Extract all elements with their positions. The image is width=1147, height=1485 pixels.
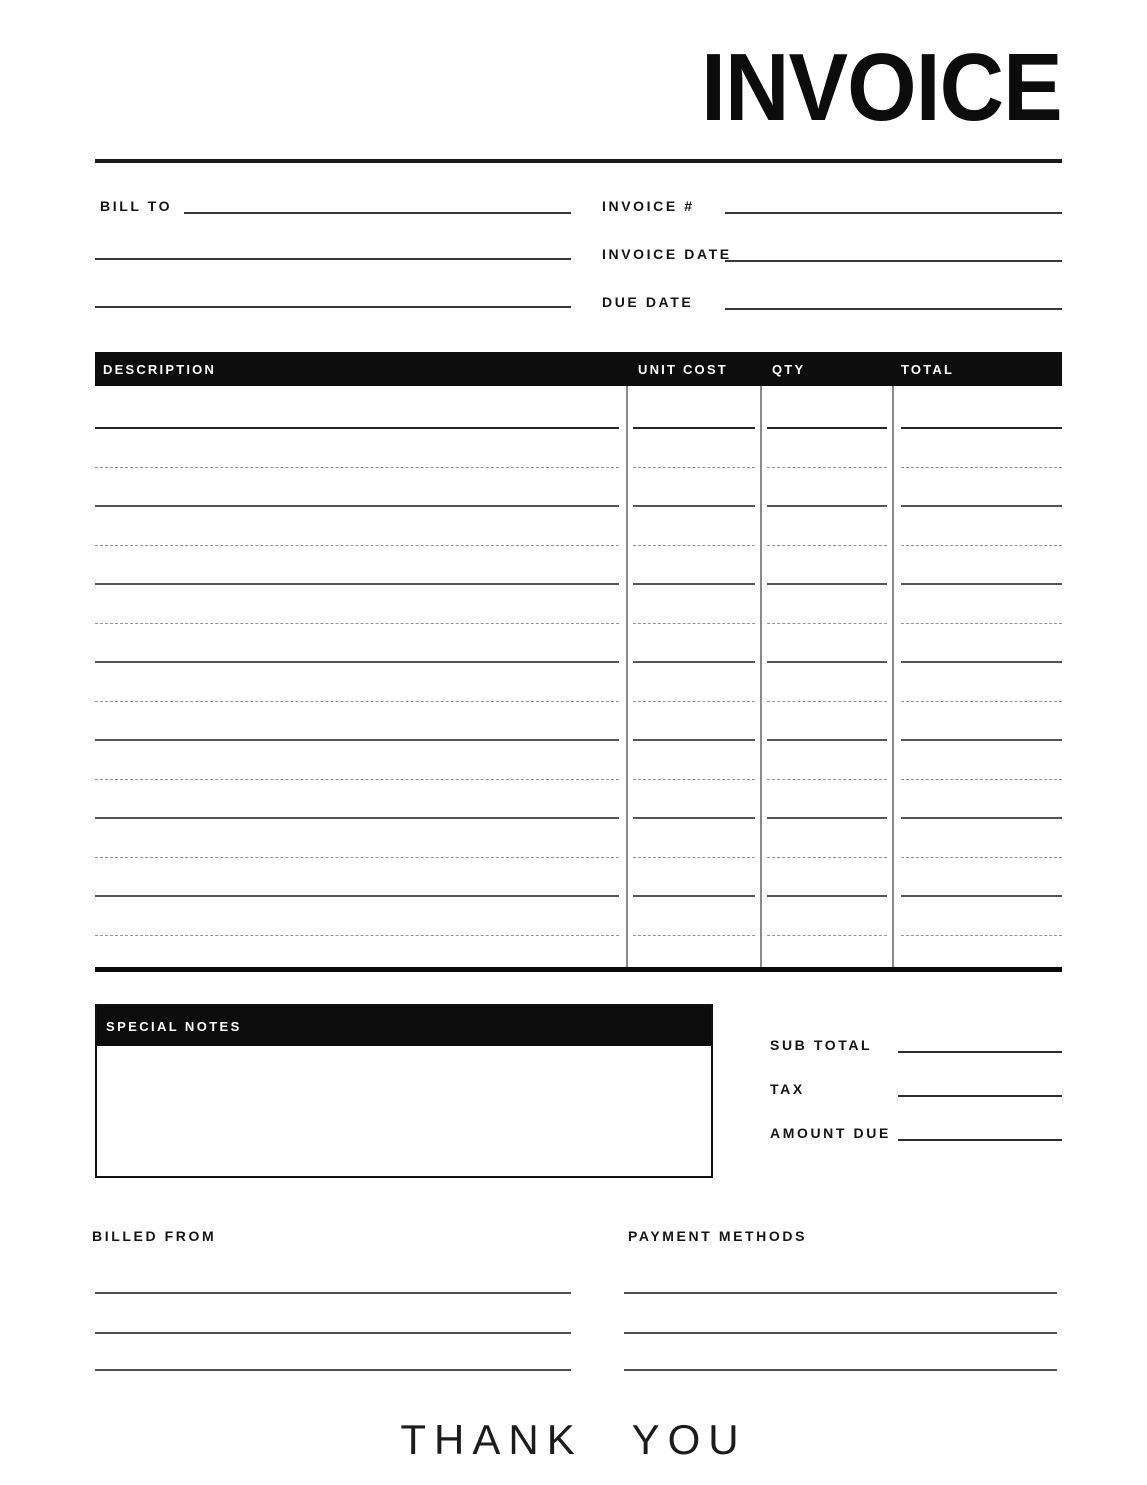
special-notes-header <box>97 1006 711 1046</box>
table-row <box>95 468 1062 507</box>
cell-qty <box>767 702 887 741</box>
cell-total <box>901 741 1062 780</box>
cell-qty <box>767 897 887 936</box>
sub-total-line <box>898 1031 1062 1053</box>
table-row <box>95 858 1062 897</box>
cell-qty <box>767 780 887 819</box>
bill-to-line <box>95 286 571 308</box>
cell-unit-cost <box>633 702 755 741</box>
items-table-body <box>95 386 1062 967</box>
thank-you-text: THANK YOU <box>400 1416 747 1463</box>
amount-due-label: AMOUNT DUE <box>770 1125 891 1141</box>
table-row <box>95 702 1062 741</box>
cell-total <box>901 624 1062 663</box>
cell-qty <box>767 585 887 624</box>
cell-qty <box>767 468 887 507</box>
cell-description <box>95 507 619 546</box>
billed-from-line <box>95 1369 571 1371</box>
payment-methods-line <box>624 1292 1057 1294</box>
column-header-total: TOTAL <box>901 361 955 377</box>
cell-total <box>901 386 1062 429</box>
billed-from-label: BILLED FROM <box>92 1228 217 1244</box>
items-table-header <box>95 352 1062 386</box>
table-row <box>95 429 1062 468</box>
amount-due-line <box>898 1119 1062 1141</box>
cell-qty <box>767 507 887 546</box>
cell-total <box>901 897 1062 936</box>
cell-qty <box>767 858 887 897</box>
cell-qty <box>767 546 887 585</box>
payment-methods-label: PAYMENT METHODS <box>628 1228 808 1244</box>
cell-description <box>95 663 619 702</box>
cell-unit-cost <box>633 585 755 624</box>
cell-description <box>95 546 619 585</box>
cell-total <box>901 546 1062 585</box>
cell-total <box>901 819 1062 858</box>
column-separator <box>760 386 762 967</box>
cell-total <box>901 858 1062 897</box>
column-separator <box>626 386 628 967</box>
due-date-label: DUE DATE <box>602 294 694 310</box>
cell-qty <box>767 741 887 780</box>
cell-description <box>95 624 619 663</box>
cell-total <box>901 468 1062 507</box>
cell-qty <box>767 663 887 702</box>
cell-total <box>901 429 1062 468</box>
cell-description <box>95 780 619 819</box>
due-date-row <box>602 290 1062 310</box>
cell-unit-cost <box>633 741 755 780</box>
cell-qty <box>767 386 887 429</box>
cell-description <box>95 897 619 936</box>
tax-label: TAX <box>770 1081 805 1097</box>
invoice-number-row <box>602 194 1062 214</box>
table-row <box>95 624 1062 663</box>
cell-qty <box>767 429 887 468</box>
cell-unit-cost <box>633 819 755 858</box>
cell-unit-cost <box>633 386 755 429</box>
table-row <box>95 819 1062 858</box>
table-row <box>95 546 1062 585</box>
billed-from-line <box>95 1332 571 1334</box>
cell-total <box>901 585 1062 624</box>
sub-total-row <box>770 1033 1062 1053</box>
bill-to-line <box>184 192 571 214</box>
column-separator <box>892 386 894 967</box>
cell-qty <box>767 624 887 663</box>
tax-line <box>898 1075 1062 1097</box>
invoice-date-label: INVOICE DATE <box>602 246 732 262</box>
cell-total <box>901 702 1062 741</box>
table-row <box>95 780 1062 819</box>
bill-to-blank-row <box>95 240 571 260</box>
cell-unit-cost <box>633 546 755 585</box>
cell-unit-cost <box>633 624 755 663</box>
table-row <box>95 663 1062 702</box>
special-notes-label: SPECIAL NOTES <box>106 1018 242 1034</box>
cell-total <box>901 780 1062 819</box>
cell-total <box>901 663 1062 702</box>
column-header-unit-cost: UNIT COST <box>638 361 728 377</box>
invoice-date-row <box>602 242 1062 262</box>
invoice-number-line <box>725 192 1062 214</box>
cell-description <box>95 741 619 780</box>
table-row <box>95 507 1062 546</box>
cell-unit-cost <box>633 780 755 819</box>
tax-row <box>770 1077 1062 1097</box>
invoice-date-line <box>725 240 1062 262</box>
cell-description <box>95 468 619 507</box>
special-notes-area <box>97 1046 711 1176</box>
cell-description <box>95 585 619 624</box>
cell-unit-cost <box>633 663 755 702</box>
cell-description <box>95 429 619 468</box>
cell-unit-cost <box>633 858 755 897</box>
invoice-number-label: INVOICE # <box>602 198 695 214</box>
table-row <box>95 897 1062 936</box>
bill-to-label: BILL TO <box>100 198 173 214</box>
cell-unit-cost <box>633 507 755 546</box>
payment-methods-line <box>624 1369 1057 1371</box>
cell-description <box>95 819 619 858</box>
cell-description <box>95 702 619 741</box>
cell-unit-cost <box>633 429 755 468</box>
due-date-line <box>725 288 1062 310</box>
page-title: INVOICE <box>701 34 1062 141</box>
cell-qty <box>767 819 887 858</box>
cell-total <box>901 507 1062 546</box>
cell-description <box>95 858 619 897</box>
sub-total-label: SUB TOTAL <box>770 1037 873 1053</box>
cell-description <box>95 386 619 429</box>
special-notes-box <box>95 1004 713 1178</box>
bill-to-line <box>95 238 571 260</box>
cell-unit-cost <box>633 897 755 936</box>
column-header-qty: QTY <box>772 361 806 377</box>
table-row <box>95 386 1062 429</box>
table-row <box>95 585 1062 624</box>
header-divider <box>95 159 1062 163</box>
amount-due-row <box>770 1121 1062 1141</box>
bill-to-row <box>95 194 571 214</box>
table-row <box>95 741 1062 780</box>
payment-methods-line <box>624 1332 1057 1334</box>
cell-unit-cost <box>633 468 755 507</box>
billed-from-line <box>95 1292 571 1294</box>
column-header-description: DESCRIPTION <box>103 361 217 377</box>
bill-to-blank-row <box>95 288 571 308</box>
table-bottom-rule <box>95 967 1062 972</box>
